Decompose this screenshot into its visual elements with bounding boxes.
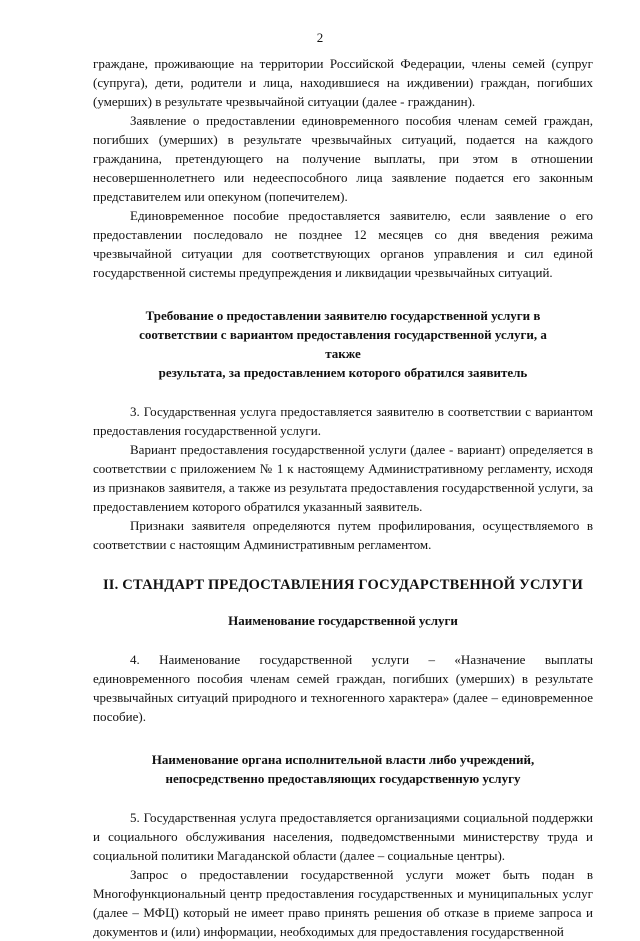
paragraph-lump-sum: Единовременное пособие предоставляется заявителю, если заявление о его предоставлении последовало не позднее 12 месяцев со дня введения режима чрезвычайной ситуации для соответствующих органов управления и сил единой государственной системы предупреждения и ликвидации чрезвычайных ситуаций. [93, 208, 593, 280]
paragraph-profiling: Признаки заявителя определяются путем профилирования, осуществляемого в соответствии с настоящим Административным регламентом. [93, 518, 593, 552]
paragraph-applicants: граждане, проживающие на территории Российской Федерации, члены семей (супруг (супруга), дети, родители и лица, находившиеся на иждивении) граждан, погибших (умерших) в результате чрезвычайной ситуации (далее - гражданин). [93, 56, 593, 109]
paragraph-5: 5. Государственная услуга предоставляется организациями социальной поддержки и социального обслуживания населения, подведомственными министерству труда и социальной политики Магаданской области (далее – социальные центры). [93, 810, 593, 863]
paragraph-4: 4. Наименование государственной услуги – «Назначение выплаты единовременного пособия членам семей граждан, погибших (умерших) в результате чрезвычайных ситуаций природного и техногенного характера» (далее – единовременное пособие). [93, 652, 593, 724]
heading-requirement-line: соответствии с вариантом предоставления государственной услуги, а также [139, 327, 547, 361]
heading-organ-line: Наименование органа исполнительной власти либо учреждений, [151, 752, 535, 767]
document-body [93, 54, 593, 941]
paragraph-3: 3. Государственная услуга предоставляется заявителю в соответствии с вариантом предоставления государственной услуги. [93, 404, 593, 438]
heading-service-name: Наименование государственной услуги [228, 613, 458, 628]
heading-requirement [93, 306, 593, 382]
page-number: 2 [316, 30, 324, 45]
heading-organ-line: непосредственно предоставляющих государственную услугу [165, 771, 521, 786]
paragraph-application: Заявление о предоставлении единовременного пособия членам семей граждан, погибших (умерших) в результате чрезвычайных ситуаций, подается на каждого гражданина, претендующего на получение выплаты, при этом в отношении несовершеннолетнего или недееспособного лица заявление подается его законным представителем или опекуном (попечителем). [93, 113, 593, 204]
heading-requirement-line: Требование о предоставлении заявителю государственной услуги в [145, 308, 541, 323]
heading-organ [93, 750, 593, 788]
paragraph-mfc-request: Запрос о предоставлении государственной услуги может быть подан в Многофункциональный центр предоставления государственных и муниципальных услуг (далее – МФЦ) который не имеет право принять решения об отказе в приеме запроса и документов и (или) информации, необходимых для предоставления государственной [93, 867, 593, 939]
section-title: II. СТАНДАРТ ПРЕДОСТАВЛЕНИЯ ГОСУДАРСТВЕННОЙ УСЛУГИ [102, 577, 584, 593]
paragraph-variant: Вариант предоставления государственной услуги (далее - вариант) определяется в соответствии с приложением № 1 к настоящему Административному регламенту, исходя из признаков заявителя, а также из результата предоставления государственной услуги, за предоставлением которого обратился указанный заявитель. [93, 442, 593, 514]
heading-requirement-line: результата, за предоставлением которого обратился заявитель [158, 365, 528, 380]
